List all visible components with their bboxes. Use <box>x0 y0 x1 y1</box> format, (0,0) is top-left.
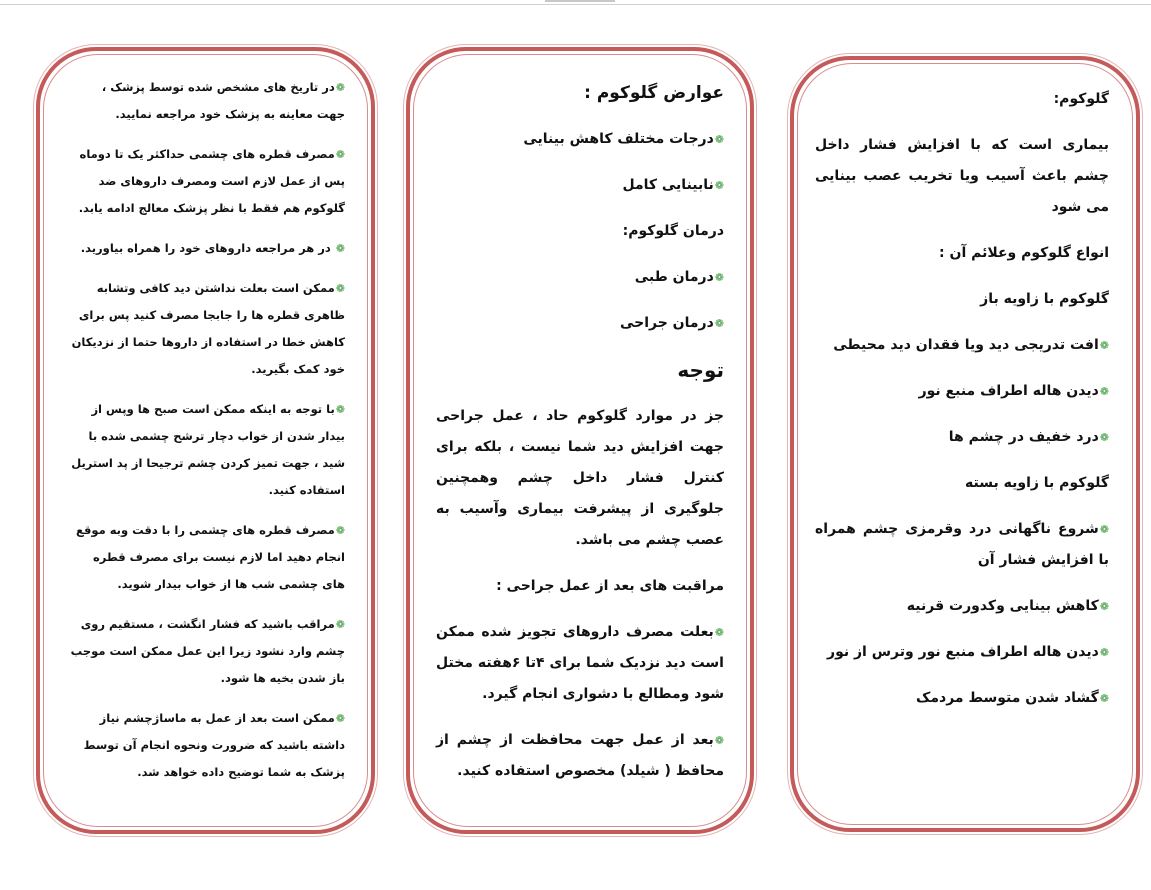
page-top-rule <box>0 4 1151 5</box>
flower-bullet-icon: ❁ <box>714 179 724 192</box>
flower-bullet-icon: ❁ <box>335 712 345 725</box>
list-item: ❁بعلت مصرف داروهای تجویز شده ممکن است دید نزدیک شما برای ۴تا ۶هفته مختل شود ومطالع با دشواری انجام گیرد. <box>436 624 724 702</box>
flower-bullet-icon: ❁ <box>335 524 345 537</box>
flower-bullet-icon: ❁ <box>335 81 345 94</box>
paragraph: بیماری است که با افزایش فشار داخل چشم باعث آسیب ویا تخریب عصب بینایی می شود <box>815 137 1109 215</box>
list-item: ❁در تاریخ های مشخص شده توسط پزشک ، جهت معاینه به پزشک خود مراجعه نمایید. <box>101 80 345 121</box>
flower-bullet-icon: ❁ <box>714 133 724 146</box>
list-item: ❁افت تدریجی دید ویا فقدان دید محیطی <box>833 337 1109 353</box>
list-item: ❁نابینایی کامل <box>622 177 724 193</box>
flower-bullet-icon: ❁ <box>335 403 345 416</box>
list-item: ❁دیدن هاله اطراف منبع نور <box>918 383 1109 399</box>
flower-bullet-icon: ❁ <box>1099 431 1109 444</box>
note-title: توجه <box>677 358 724 382</box>
flower-bullet-icon: ❁ <box>714 317 724 330</box>
paragraph: گلوکوم: <box>1053 91 1109 107</box>
list-item: ❁ممکن است بعلت نداشتن دید کافی وتشابه ظاهری قطره ها را جابجا مصرف کنید پس برای کاهش خطا در استفاده از داروها حتما از نزدیکان خود کمک بگیرید. <box>71 281 345 376</box>
right-panel-content <box>815 84 1109 714</box>
left-panel-content <box>70 74 345 799</box>
list-item: ❁ممکن است بعد از عمل به ماساژچشم نیاز داشته باشید که ضرورت ونحوه انجام آن توسط پزشک به شما توضیح داده خواهد شد. <box>83 711 345 779</box>
flower-bullet-icon: ❁ <box>335 282 345 295</box>
flower-bullet-icon: ❁ <box>1099 692 1109 705</box>
flower-bullet-icon: ❁ <box>1099 646 1109 659</box>
flower-bullet-icon: ❁ <box>1099 339 1109 352</box>
paragraph: انواع گلوکوم وعلائم آن : <box>939 245 1109 261</box>
note-paragraph: جز در موارد گلوکوم حاد ، عمل جراحی جهت افزایش دید شما نیست ، بلکه برای کنترل فشار داخل چشم وهمچنین جلوگیری از پیشرفت بیماری وآسیب به عصب چشم می باشد. <box>436 408 724 548</box>
paragraph: گلوکوم با زاویه بسته <box>965 475 1109 491</box>
list-item: ❁مراقب باشید که فشار انگشت ، مستقیم روی چشم وارد نشود زیرا این عمل ممکن است موجب باز شدن بخیه ها شود. <box>70 617 345 685</box>
complications-heading: عوارض گلوکوم : <box>584 83 724 103</box>
postop-heading: مراقبت های بعد از عمل جراحی : <box>496 578 724 594</box>
list-item: ❁بعد از عمل جهت محافظت از چشم از محافظ ( شیلد) مخصوص استفاده کنید. <box>436 732 724 779</box>
list-item: ❁درد خفیف در چشم ها <box>948 429 1109 445</box>
list-item: ❁شروع ناگهانی درد وقرمزی چشم همراه با افزایش فشار آن <box>815 521 1109 568</box>
list-item: ❁دیدن هاله اطراف منبع نور وترس از نور <box>827 644 1109 660</box>
flower-bullet-icon: ❁ <box>335 618 345 631</box>
list-item: ❁با توجه به اینکه ممکن است صبح ها وپس از بیدار شدن از خواب دچار ترشح چشمی شده با شید ، جهت تمیز کردن چشم ترجیحا از پد استریل استفاده کنید. <box>71 402 345 497</box>
list-item: ❁درمان طبی <box>634 269 724 285</box>
flower-bullet-icon: ❁ <box>1099 600 1109 613</box>
flower-bullet-icon: ❁ <box>1099 385 1109 398</box>
list-item: ❁درجات مختلف کاهش بینایی <box>523 131 724 147</box>
list-item: ❁مصرف قطره های چشمی را با دقت وبه موقع انجام دهید اما لازم نیست برای مصرف قطره های چشمی شب ها از خواب بیدار شوید. <box>75 523 345 591</box>
flower-bullet-icon: ❁ <box>714 271 724 284</box>
treatment-heading: درمان گلوکوم: <box>622 223 724 239</box>
flower-bullet-icon: ❁ <box>335 242 345 255</box>
page-top-marker <box>545 0 615 2</box>
list-item: ❁گشاد شدن متوسط مردمک <box>916 690 1109 706</box>
flower-bullet-icon: ❁ <box>335 148 345 161</box>
list-item: ❁ در هر مراجعه داروهای خود را همراه بیاورید. <box>80 241 345 255</box>
paragraph: گلوکوم با زاویه باز <box>980 291 1109 307</box>
middle-panel-content <box>436 78 724 787</box>
flower-bullet-icon: ❁ <box>1099 523 1109 536</box>
list-item: ❁درمان جراحی <box>619 315 724 331</box>
list-item: ❁کاهش بینایی وکدورت قرنیه <box>906 598 1109 614</box>
list-item: ❁مصرف قطره های چشمی حداکثر یک تا دوماه پس از عمل لازم است ومصرف داروهای ضد گلوکوم هم فقط با نظر پزشک معالج ادامه یابد. <box>78 147 345 215</box>
flower-bullet-icon: ❁ <box>714 734 724 747</box>
flower-bullet-icon: ❁ <box>714 626 724 639</box>
